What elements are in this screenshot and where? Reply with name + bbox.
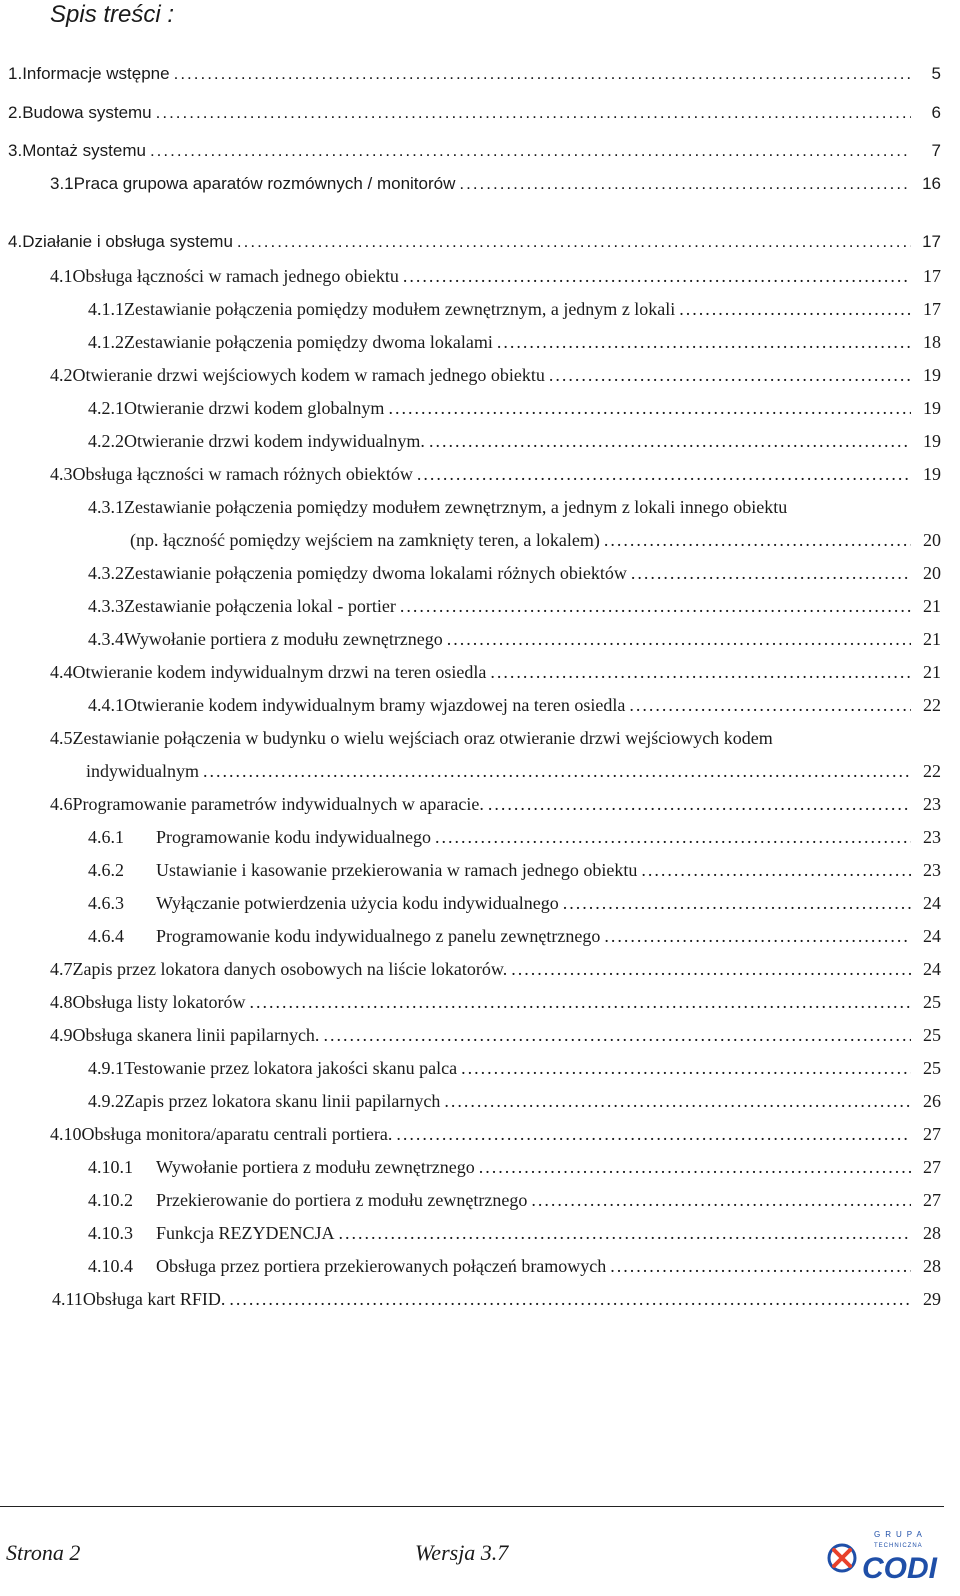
toc-page-number: 27 <box>923 1124 941 1144</box>
toc-page-number: 22 <box>923 695 941 715</box>
toc-entry-title: Programowanie kodu indywidualnego z panelu zewnętrznego <box>156 926 601 946</box>
toc-page-number: 19 <box>923 431 941 451</box>
toc-entry-title: Zestawianie połączenia pomiędzy dwoma lokalami <box>124 332 493 352</box>
toc-entry[interactable] <box>50 957 941 981</box>
toc-entry-title: Zapis przez lokatora danych osobowych na liście lokatorów. <box>72 959 508 979</box>
toc-entry-continuation[interactable] <box>130 528 941 552</box>
toc-entry-number: 4.3 <box>50 464 73 484</box>
toc-entry-title: Obsługa łączności w ramach jednego obiektu <box>72 266 399 286</box>
toc-page-number: 24 <box>923 893 941 913</box>
toc-dot-leader <box>610 1254 911 1278</box>
toc-dot-leader <box>388 396 911 420</box>
toc-dot-leader <box>435 825 911 849</box>
toc-page-number: 23 <box>923 827 941 847</box>
toc-dot-leader <box>461 1056 911 1080</box>
toc-entry-title: Przekierowanie do portiera z modułu zewnętrznego <box>156 1190 528 1210</box>
toc-entry-title: Obsługa przez portiera przekierowanych połączeń bramowych <box>156 1256 607 1276</box>
toc-entry-number: 4.10 <box>50 1124 82 1144</box>
toc-dot-leader <box>174 62 911 86</box>
toc-dot-leader <box>497 330 911 354</box>
toc-dot-leader <box>679 297 911 321</box>
footer-divider <box>0 1506 944 1507</box>
toc-entry[interactable] <box>88 924 941 948</box>
toc-page-number: 25 <box>923 1025 941 1045</box>
toc-entry[interactable] <box>50 264 941 288</box>
toc-page-number: 24 <box>923 959 941 979</box>
toc-entry[interactable] <box>88 693 941 717</box>
toc-entry[interactable] <box>88 891 941 915</box>
toc-entry-number: 4. <box>8 232 23 251</box>
toc-entry-title: Zestawianie połączenia pomiędzy modułem zewnętrznym, a jednym z lokali <box>124 299 676 319</box>
toc-entry-number: 4.1 <box>50 266 73 286</box>
toc-dot-leader <box>490 660 911 684</box>
toc-entry-number: 4.11 <box>52 1289 83 1309</box>
toc-entry[interactable] <box>88 1056 941 1080</box>
toc-dot-leader <box>400 594 911 618</box>
toc-entry-number: 4.6.1 <box>88 827 124 847</box>
toc-page-number: 20 <box>923 530 941 550</box>
toc-dot-leader <box>339 1221 912 1245</box>
toc-entry[interactable] <box>8 62 941 86</box>
toc-entry[interactable] <box>88 858 941 882</box>
toc-page-number: 18 <box>923 332 941 352</box>
toc-dot-leader <box>237 230 911 254</box>
toc-dot-leader <box>511 957 911 981</box>
toc-page-number: 24 <box>923 926 941 946</box>
toc-page-number: 27 <box>923 1157 941 1177</box>
toc-entry-title: Otwieranie kodem indywidualnym drzwi na teren osiedla <box>72 662 487 682</box>
toc-page-number: 17 <box>922 232 941 251</box>
toc-dot-leader <box>479 1155 911 1179</box>
toc-entry-title-continuation: (np. łączność pomiędzy wejściem na zamknięty teren, a lokalem) <box>130 530 600 550</box>
toc-entry-number: 4.6.4 <box>88 926 124 946</box>
toc-entry[interactable] <box>52 1287 941 1311</box>
toc-dot-leader <box>631 561 911 585</box>
toc-entry-number: 3.1 <box>50 174 74 193</box>
logo-brand-text: CODI <box>862 1552 937 1584</box>
toc-entry[interactable] <box>88 396 941 420</box>
toc-entry-number: 1. <box>8 64 23 83</box>
toc-dot-leader <box>229 1287 911 1311</box>
toc-entry[interactable] <box>88 1221 941 1245</box>
toc-entry-title: Testowanie przez lokatora jakości skanu palca <box>124 1058 458 1078</box>
toc-entry[interactable] <box>50 462 941 486</box>
toc-page-number: 22 <box>923 761 941 781</box>
toc-entry-title-continuation: indywidualnym <box>86 761 199 781</box>
toc-entry-title: Otwieranie drzwi kodem indywidualnym. <box>124 431 425 451</box>
toc-page-number: 21 <box>923 596 941 616</box>
toc-entry-number: 4.1.1 <box>88 299 124 319</box>
toc-page-number: 21 <box>923 662 941 682</box>
toc-dot-leader <box>447 627 911 651</box>
toc-dot-leader <box>203 759 911 783</box>
toc-entry-number: 2. <box>8 103 23 122</box>
toc-entry[interactable] <box>88 429 941 453</box>
toc-page-number: 25 <box>923 1058 941 1078</box>
toc-entry-title: Otwieranie drzwi kodem globalnym <box>124 398 385 418</box>
toc-dot-leader <box>323 1023 911 1047</box>
toc-page-number: 20 <box>923 563 941 583</box>
toc-entry-number: 4.6 <box>50 794 73 814</box>
toc-page-number: 23 <box>923 794 941 814</box>
toc-entry[interactable] <box>50 792 941 816</box>
toc-entry-number: 4.4 <box>50 662 73 682</box>
toc-entry[interactable] <box>88 1089 941 1113</box>
toc-dot-leader <box>417 462 911 486</box>
logo-emblem-icon <box>829 1545 855 1571</box>
logo-sub-text: TECHNICZNA <box>874 1543 923 1549</box>
toc-entry-number: 4.10.2 <box>88 1190 133 1210</box>
toc-page-number: 5 <box>931 64 941 83</box>
toc-entry[interactable] <box>88 825 941 849</box>
toc-entry-title: Działanie i obsługa systemu <box>22 232 233 251</box>
toc-page-number: 23 <box>923 860 941 880</box>
toc-dot-leader <box>156 101 911 125</box>
toc-page-number: 27 <box>923 1190 941 1210</box>
toc-page-number: 25 <box>923 992 941 1012</box>
toc-dot-leader <box>250 990 912 1014</box>
toc-entry-title: Funkcja REZYDENCJA <box>156 1223 335 1243</box>
toc-entry-title: Zestawianie połączenia pomiędzy dwoma lokalami różnych obiektów <box>124 563 627 583</box>
toc-entry[interactable] <box>50 726 773 750</box>
toc-entry-number: 4.2.1 <box>88 398 124 418</box>
toc-entry[interactable] <box>88 297 941 321</box>
toc-entry-title: Programowanie parametrów indywidualnych w aparacie. <box>72 794 484 814</box>
toc-entry-title: Wywołanie portiera z modułu zewnętrznego <box>124 629 443 649</box>
toc-entry-number: 4.7 <box>50 959 73 979</box>
toc-dot-leader <box>604 528 911 552</box>
toc-page-number: 28 <box>923 1223 941 1243</box>
toc-entry[interactable] <box>8 230 941 254</box>
toc-entry-title: Budowa systemu <box>22 103 152 122</box>
toc-entry-number: 4.3.4 <box>88 629 124 649</box>
toc-entry[interactable] <box>88 1254 941 1278</box>
toc-entry[interactable] <box>88 561 941 585</box>
toc-entry-number: 4.10.4 <box>88 1256 133 1276</box>
toc-entry-number: 4.9.1 <box>88 1058 124 1078</box>
toc-dot-leader <box>641 858 911 882</box>
toc-entry-number: 4.9 <box>50 1025 73 1045</box>
toc-page-number: 21 <box>923 629 941 649</box>
toc-page-number: 19 <box>923 464 941 484</box>
toc-entry[interactable] <box>88 330 941 354</box>
toc-entry-title: Obsługa kart RFID. <box>82 1289 226 1309</box>
toc-dot-leader <box>444 1089 911 1113</box>
toc-entry[interactable] <box>8 101 941 125</box>
toc-entry-number: 4.10.3 <box>88 1223 133 1243</box>
footer-version: Wersja 3.7 <box>415 1540 509 1565</box>
toc-dot-leader <box>629 693 911 717</box>
toc-entry-title: Obsługa łączności w ramach różnych obiektów <box>72 464 413 484</box>
toc-dot-leader <box>531 1188 911 1212</box>
toc-entry-number: 4.6.2 <box>88 860 124 880</box>
toc-entry[interactable] <box>88 1188 941 1212</box>
toc-entry[interactable] <box>50 1023 941 1047</box>
toc-entry[interactable] <box>88 627 941 651</box>
toc-entry-title: Praca grupowa aparatów rozmównych / monitorów <box>73 174 456 193</box>
toc-page-number: 17 <box>923 299 941 319</box>
toc-page-number: 26 <box>923 1091 941 1111</box>
toc-entry-number: 4.2 <box>50 365 73 385</box>
toc-entry[interactable] <box>88 594 941 618</box>
toc-dot-leader <box>459 172 911 196</box>
toc-entry[interactable] <box>50 990 941 1014</box>
toc-entry-title: Zestawianie połączenia w budynku o wielu wejściach oraz otwieranie drzwi wejściowych kodem <box>72 728 773 748</box>
toc-entry-number: 4.3.2 <box>88 563 124 583</box>
toc-entry-title: Zestawianie połączenia lokal - portier <box>124 596 396 616</box>
toc-entry-number: 4.3.3 <box>88 596 124 616</box>
toc-entry-title: Obsługa monitora/aparatu centrali portiera. <box>81 1124 393 1144</box>
toc-entry-number: 4.5 <box>50 728 73 748</box>
toc-entry-title: Informacje wstępne <box>22 64 170 83</box>
toc-page-number: 17 <box>923 266 941 286</box>
toc-dot-leader <box>604 924 911 948</box>
toc-entry-title: Wyłączanie potwierdzenia użycia kodu indywidualnego <box>156 893 559 913</box>
toc-entry-number: 4.4.1 <box>88 695 124 715</box>
toc-entry-title: Otwieranie drzwi wejściowych kodem w ramach jednego obiektu <box>72 365 545 385</box>
toc-dot-leader <box>549 363 911 387</box>
toc-dot-leader <box>488 792 911 816</box>
toc-entry[interactable] <box>50 1122 941 1146</box>
toc-page-number: 28 <box>923 1256 941 1276</box>
toc-page-number: 7 <box>931 141 941 160</box>
toc-entry-title: Zapis przez lokatora skanu linii papilarnych <box>124 1091 441 1111</box>
toc-dot-leader <box>403 264 911 288</box>
toc-dot-leader <box>429 429 911 453</box>
toc-entry-number: 4.2.2 <box>88 431 124 451</box>
toc-entry-title: Otwieranie kodem indywidualnym bramy wjazdowej na teren osiedla <box>124 695 626 715</box>
toc-entry-number: 4.1.2 <box>88 332 124 352</box>
toc-dot-leader <box>563 891 911 915</box>
toc-entry-title: Zestawianie połączenia pomiędzy modułem zewnętrznym, a jednym z lokali innego obiektu <box>124 497 788 517</box>
toc-entry[interactable] <box>88 495 787 519</box>
toc-entry-title: Obsługa listy lokatorów <box>72 992 246 1012</box>
toc-page-number: 29 <box>923 1289 941 1309</box>
toc-entry-number: 4.6.3 <box>88 893 124 913</box>
toc-entry-number: 4.9.2 <box>88 1091 124 1111</box>
page-title: Spis treści : <box>50 1 175 28</box>
company-logo <box>826 1528 942 1584</box>
toc-page-number: 19 <box>923 398 941 418</box>
toc-entry-title: Obsługa skanera linii papilarnych. <box>72 1025 320 1045</box>
footer-page-number: Strona 2 <box>6 1540 81 1565</box>
toc-entry-continuation[interactable] <box>86 759 941 783</box>
toc-entry[interactable] <box>50 172 941 196</box>
toc-entry-title: Montaż systemu <box>22 141 146 160</box>
toc-entry-number: 4.8 <box>50 992 73 1012</box>
toc-entry-title: Ustawianie i kasowanie przekierowania w ramach jednego obiektu <box>156 860 638 880</box>
toc-entry[interactable] <box>88 1155 941 1179</box>
toc-entry-number: 4.3.1 <box>88 497 124 517</box>
toc-page-number: 16 <box>922 174 941 193</box>
toc-entry-title: Wywołanie portiera z modułu zewnętrznego <box>156 1157 475 1177</box>
toc-dot-leader <box>396 1122 911 1146</box>
toc-dot-leader <box>150 139 911 163</box>
toc-page-number: 6 <box>931 103 941 122</box>
toc-entry[interactable] <box>50 363 941 387</box>
toc-entry[interactable] <box>8 139 941 163</box>
toc-entry-number: 4.10.1 <box>88 1157 133 1177</box>
toc-page-number: 19 <box>923 365 941 385</box>
toc-entry[interactable] <box>50 660 941 684</box>
toc-entry-title: Programowanie kodu indywidualnego <box>156 827 431 847</box>
logo-top-text: GRUPA <box>874 1530 927 1539</box>
toc-entry-number: 3. <box>8 141 23 160</box>
